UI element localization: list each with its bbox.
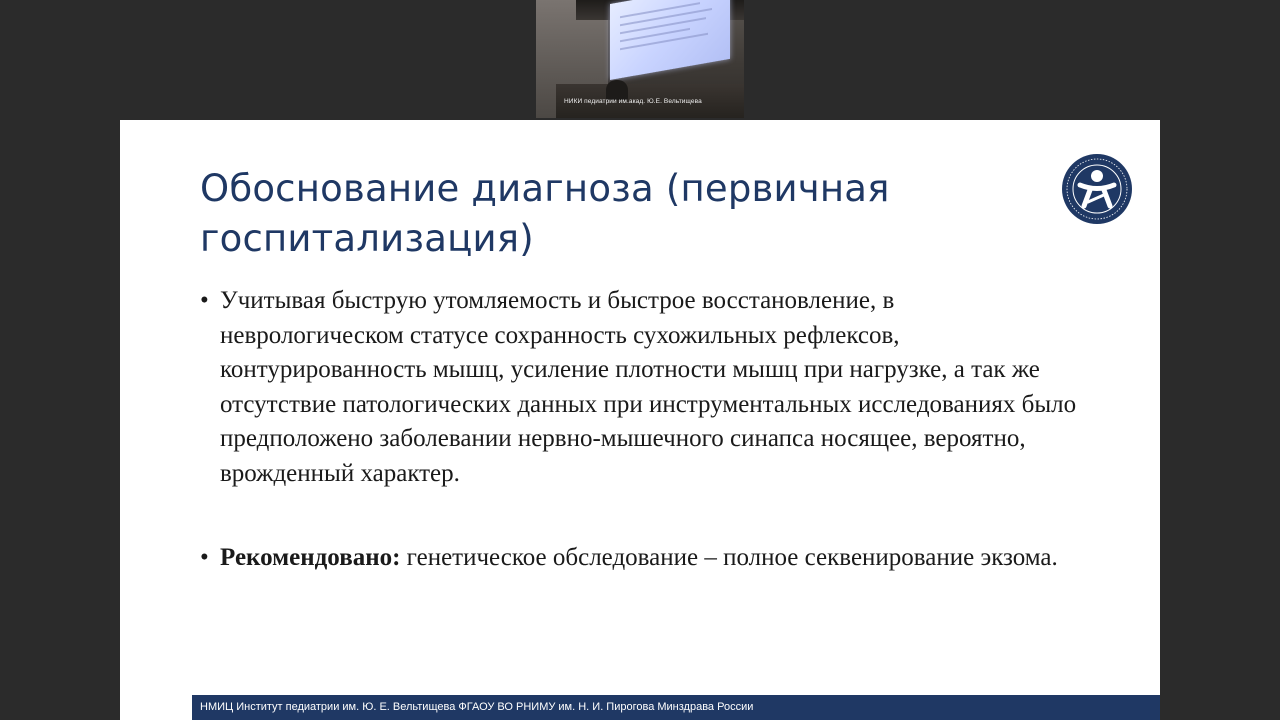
camera-projector-screen	[610, 0, 730, 80]
bullet-dot: •	[200, 287, 209, 314]
bullet-text: генетическое обследование – полное секвенирование экзома.	[400, 544, 1058, 571]
slide-title	[200, 164, 1000, 264]
bullet-bold-lead: Рекомендовано:	[220, 544, 401, 571]
bullet-item-rationale	[200, 284, 1080, 491]
slide-footer-bar	[192, 695, 1160, 720]
bullet-item-recommendation	[200, 541, 1080, 576]
slide-title-line2: госпитализация)	[200, 217, 534, 260]
presentation-slide	[120, 120, 1160, 720]
slide-footer-text: НМИЦ Институт педиатрии им. Ю. Е. Вельтищева ФГАОУ ВО РНИМУ им. Н. И. Пирогова Минздрава России	[200, 701, 754, 713]
bullet-text: Учитывая быструю утомляемость и быстрое восстановление, в неврологическом статусе сохранность сухожильных рефлексов, контурированность мышц, усиление плотности мышц при нагрузке, а так же отсутствие патологических данных при инструментальных исследованиях было предположено заболевании нервно-мышечного синапса носящее, вероятно, врожденный характер.	[220, 287, 1077, 487]
bullet-dot: •	[200, 544, 209, 571]
camera-person	[606, 80, 628, 100]
slide-title-line1: Обоснование диагноза (первичная	[200, 167, 890, 210]
slide-bullet-list	[200, 284, 1080, 576]
pediatrics-institute-logo-icon	[1060, 152, 1134, 226]
speaker-camera-thumbnail[interactable]	[536, 0, 744, 118]
camera-caption: НИКИ педиатрии им.акад. Ю.Е. Вельтищева	[564, 98, 702, 105]
